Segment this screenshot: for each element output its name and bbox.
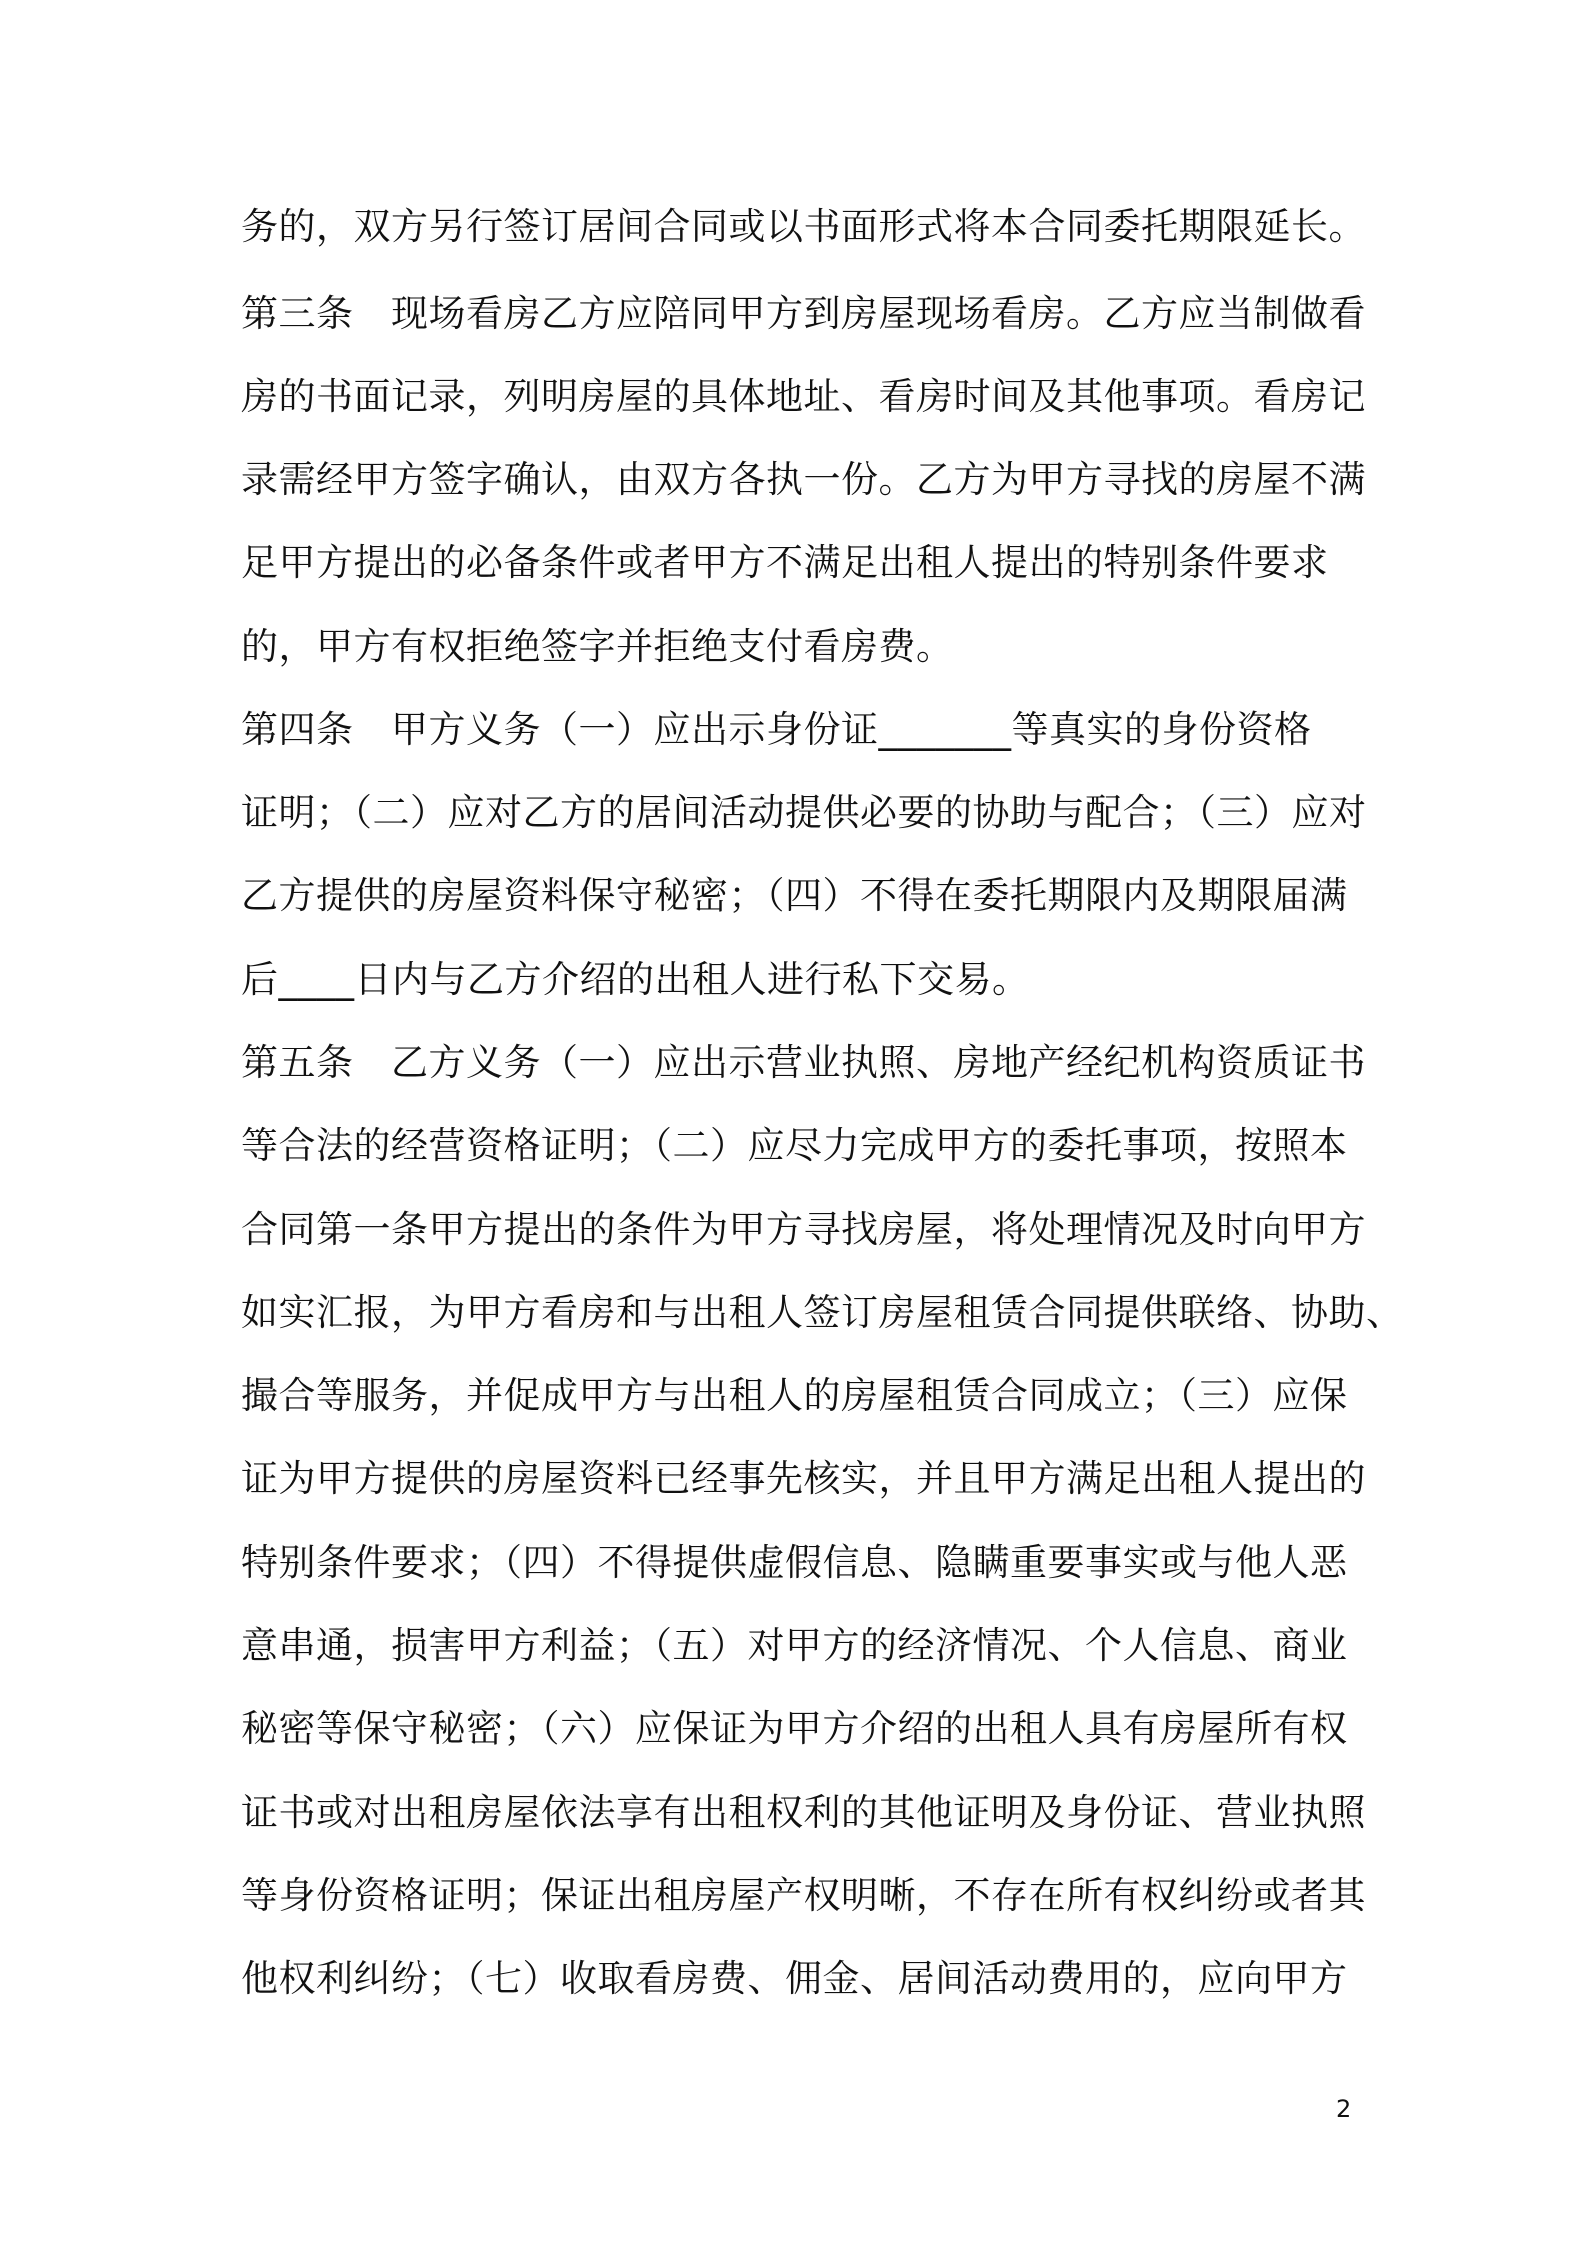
text-line: 的，甲方有权拒绝签字并拒绝支付看房费。: [241, 625, 954, 668]
text-line: 证书或对出租房屋依法享有出租权利的其他证明及身份证、营业执照: [241, 1791, 1366, 1834]
text-line: 他权利纠纷；（七）收取看房费、佣金、居间活动费用的，应向甲方: [241, 1957, 1348, 2000]
text-line: 等身份资格证明；保证出租房屋产权明晰，不存在所有权纠纷或者其: [241, 1874, 1366, 1917]
text-line: 录需经甲方签字确认，由双方各执一份。乙方为甲方寻找的房屋不满: [241, 458, 1366, 501]
page-number: 2: [1336, 2095, 1352, 2123]
text-line: 秘密等保守秘密；（六）应保证为甲方介绍的出租人具有房屋所有权: [241, 1707, 1348, 1750]
text-line: 第三条 现场看房乙方应陪同甲方到房屋现场看房。乙方应当制做看: [241, 292, 1366, 335]
text-line: 等合法的经营资格证明；（二）应尽力完成甲方的委托事项，按照本: [241, 1124, 1348, 1167]
text-line: 证明；（二）应对乙方的居间活动提供必要的协助与配合；（三）应对: [241, 791, 1367, 834]
text-line: 房的书面记录，列明房屋的具体地址、看房时间及其他事项。看房记: [241, 375, 1366, 418]
text-line: 撮合等服务，并促成甲方与出租人的房屋租赁合同成立；（三）应保: [241, 1374, 1348, 1417]
text-line: 第五条 乙方义务（一）应出示营业执照、房地产经纪机构资质证书: [241, 1041, 1366, 1084]
text-line: 合同第一条甲方提出的条件为甲方寻找房屋，将处理情况及时向甲方: [241, 1208, 1366, 1251]
text-line: 证为甲方提供的房屋资料已经事先核实，并且甲方满足出租人提出的: [241, 1457, 1366, 1500]
text-line: 如实汇报，为甲方看房和与出租人签订房屋租赁合同提供联络、协助、: [241, 1291, 1404, 1334]
text-line: 后____日内与乙方介绍的出租人进行私下交易。: [241, 958, 1030, 1001]
text-line: 第四条 甲方义务（一）应出示身份证_______等真实的身份资格: [241, 708, 1312, 751]
text-line: 务的，双方另行签订居间合同或以书面形式将本合同委托期限延长。: [241, 205, 1366, 248]
text-line: 特别条件要求；（四）不得提供虚假信息、隐瞒重要事实或与他人恶: [241, 1541, 1348, 1584]
text-line: 意串通，损害甲方利益；（五）对甲方的经济情况、个人信息、商业: [241, 1624, 1348, 1667]
text-line: 乙方提供的房屋资料保守秘密；（四）不得在委托期限内及期限届满: [241, 874, 1348, 917]
text-line: 足甲方提出的必备条件或者甲方不满足出租人提出的特别条件要求: [241, 541, 1329, 584]
